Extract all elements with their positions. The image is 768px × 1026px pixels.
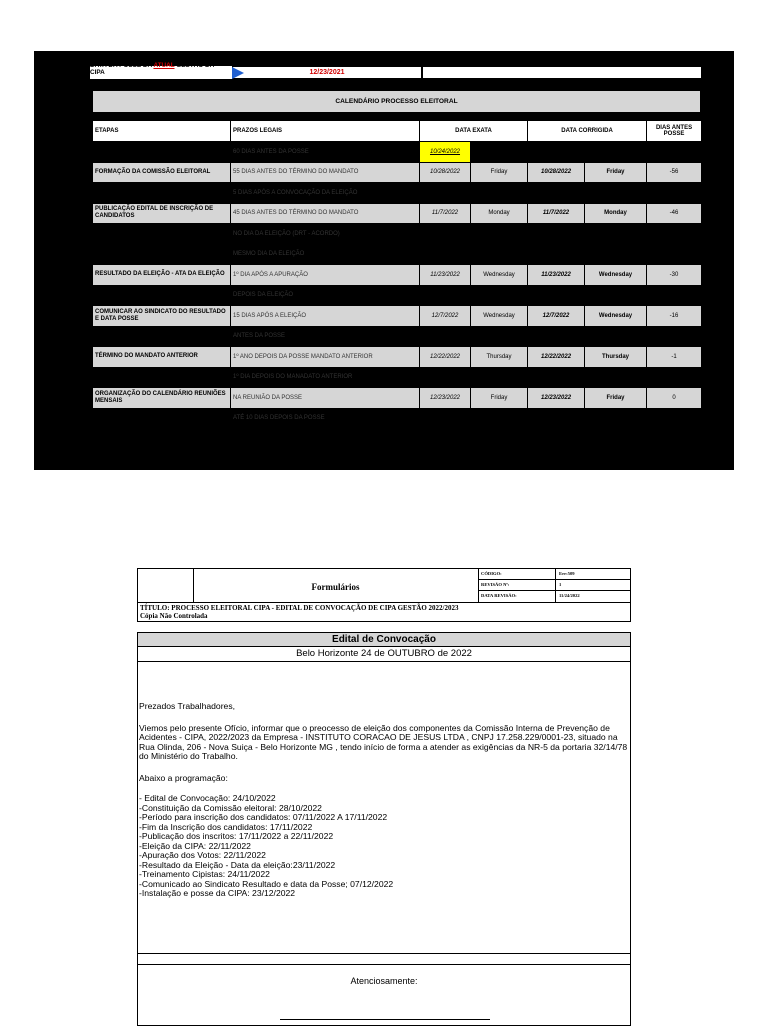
schedule-row: [93, 408, 702, 429]
prazo-cell[interactable]: DEPOIS DA ELEIÇÃO: [231, 285, 420, 306]
programacao-item: -Instalação e posse da CIPA: 23/12/2022: [139, 888, 296, 898]
dias-antes-cell[interactable]: 10: [647, 408, 702, 429]
posse-date-row: [90, 62, 702, 79]
data-corrigida-cell[interactable]: 11/23/2022: [528, 265, 585, 286]
data-exata-cell[interactable]: 10/28/2022: [420, 162, 471, 183]
programacao-list: [139, 794, 629, 899]
schedule-row: [93, 367, 702, 388]
signature-line: [280, 1019, 490, 1020]
etapa-cell[interactable]: TÉRMINO DO MANDATO ANTERIOR: [93, 347, 231, 368]
schedule-row: [93, 224, 702, 245]
etapa-cell[interactable]: REGISTRO DA CIPA NA DRT: [93, 408, 231, 429]
edital-title: Edital de Convocação: [138, 633, 630, 647]
dias-antes-cell[interactable]: 0: [647, 367, 702, 388]
programacao-item: -Resultado da Eleição - Data da eleição:23/11/2022: [139, 859, 336, 870]
titulo-box: [137, 603, 631, 622]
copy-status: Cópia Não Controlada: [140, 612, 208, 620]
dia-exata-cell[interactable]: Friday: [471, 388, 528, 409]
programacao-item: -Período para inscrição dos candidatos: 07/11/2022 A 17/11/2022: [139, 812, 388, 822]
data-corrigida-cell[interactable]: 12/23/2022: [528, 388, 585, 409]
data-corrigida-cell[interactable]: 10/28/2022: [528, 162, 585, 183]
data-corrigida-cell[interactable]: 12/7/2022: [528, 306, 585, 327]
schedule-header-row: [93, 121, 702, 142]
etapa-cell[interactable]: ENVIAR CÓPIA DO EDITAL DE CONVOCAÇÃO AO SINDICATO: [93, 183, 231, 204]
prazo-cell[interactable]: 1º DIA DEPOIS DO MANADATO ANTERIOR: [231, 367, 420, 388]
dia-exata-cell[interactable]: Monday: [471, 408, 528, 429]
data-exata-cell[interactable]: 12/7/2022: [420, 306, 471, 327]
dias-antes-cell[interactable]: -60: [647, 142, 702, 163]
body-paragraph: Viemos pelo presente Ofício, informar que o preocesso de eleição dos componentes da Comissão Interna de Prevenção de Acidentes - CIPA, 2022/2023 da Empresa - INSTITUTO CORACAO DE JESUS LTDA , CNPJ 17.258.229/0001-23, situado na Rua Olinda, 206 - Nova Suiça - Belo Horizonte MG , tendo início de forma a atender as exigências da NR-5 da portaria 32/14/78 do Ministério do Trabalho.: [139, 722, 628, 761]
header-data-exata: DATA EXATA: [420, 121, 528, 142]
prazo-cell[interactable]: 60 DIAS ANTES DA POSSE: [231, 142, 420, 163]
etapa-cell[interactable]: FORMAÇÃO DA COMISSÃO ELEITORAL: [93, 162, 231, 183]
schedule-row: [93, 326, 702, 347]
meta-value: 11/24/2022: [559, 593, 580, 598]
schedule-row: [93, 244, 702, 265]
posse-label: DATA DA POSSE DA ATUAL GESTÃO DA CIPA: [90, 62, 215, 76]
data-corrigida-cell[interactable]: 11/7/2022: [528, 203, 585, 224]
form-document: [137, 568, 631, 1026]
data-exata-cell[interactable]: 12/23/2022: [420, 388, 471, 409]
data-exata-cell[interactable]: 11/22/2022: [420, 244, 471, 265]
etapa-cell[interactable]: CURSO PARA CIPEIROS (DATA MÍNIMA): [93, 285, 231, 306]
form-header: [137, 568, 631, 603]
posse-empty-cell[interactable]: [422, 66, 702, 79]
schedule-row: [93, 306, 702, 327]
etapa-cell[interactable]: COMUNICAR AO SINDICATO DO RESULTADO E DATA POSSE: [93, 306, 231, 327]
data-corrigida-cell[interactable]: 11/22/2022: [528, 244, 585, 265]
dia-corrigida-cell[interactable]: Tuesday: [585, 244, 647, 265]
prazo-cell[interactable]: ANTES DA POSSE: [231, 326, 420, 347]
dia-corrigida-cell[interactable]: Monday: [585, 203, 647, 224]
schedule-row: [93, 183, 702, 204]
dias-antes-cell[interactable]: -31: [647, 224, 702, 245]
dia-exata-cell[interactable]: Tuesday: [471, 326, 528, 347]
etapa-cell[interactable]: CURSO PARA CIPEIROS (DATA MÁXIMA): [93, 326, 231, 347]
dia-exata-cell[interactable]: Wednesday: [471, 306, 528, 327]
dias-antes-cell[interactable]: -16: [647, 306, 702, 327]
data-corrigida-cell[interactable]: 10/24/2022: [528, 142, 585, 163]
posse-label-atual: ATUAL: [153, 62, 175, 69]
data-exata-cell[interactable]: 10/29/2022: [420, 183, 471, 204]
meta-key: DATA REVISÃO:: [479, 591, 556, 602]
prazo-cell[interactable]: 5 DIAS APÓS A CONVOCAÇÃO DA ELEIÇÃO: [231, 183, 420, 204]
programacao-item: -Fim da Inscrição dos candidatos: 17/11/2022: [139, 821, 313, 832]
programacao-item: -Treinamento Cipistas: 24/11/2022: [139, 869, 270, 879]
dia-exata-cell[interactable]: Friday: [471, 367, 528, 388]
data-exata-cell[interactable]: 11/24/2022: [420, 285, 471, 306]
data-exata-cell[interactable]: 11/7/2022: [420, 203, 471, 224]
dia-corrigida-cell[interactable]: Friday: [585, 367, 647, 388]
dia-exata-cell[interactable]: Thursday: [471, 285, 528, 306]
data-exata-cell[interactable]: 12/22/2022: [420, 347, 471, 368]
data-corrigida-cell[interactable]: 12/20/2022: [528, 326, 585, 347]
schedule-row: [93, 162, 702, 183]
data-corrigida-cell[interactable]: 12/22/2022: [528, 347, 585, 368]
etapa-cell[interactable]: RETIRADA DO EDITAL DE CONVOCAÇÃO: [93, 224, 231, 245]
schedule-row: [93, 388, 702, 409]
dias-antes-cell[interactable]: -29: [647, 285, 702, 306]
calendar-title: CALENDÁRIO PROCESSO ELEITORAL: [92, 90, 701, 113]
edital-spacer: [138, 954, 630, 965]
dia-corrigida-cell[interactable]: Wednesday: [585, 265, 647, 286]
prazo-cell[interactable]: 1º DIA APÓS A APURAÇÃO: [231, 265, 420, 286]
dias-antes-cell[interactable]: -46: [647, 203, 702, 224]
etapa-cell[interactable]: REALIZAÇÃO DA APURAÇÃO: [93, 244, 231, 265]
dia-corrigida-cell[interactable]: Friday: [585, 388, 647, 409]
dia-exata-cell[interactable]: Monday: [471, 203, 528, 224]
dia-exata-cell[interactable]: Wednesday: [471, 265, 528, 286]
dias-antes-cell[interactable]: -3: [647, 326, 702, 347]
etapa-cell[interactable]: RESULTADO DA ELEIÇÃO - ATA DA ELEIÇÃO: [93, 265, 231, 286]
logo-cell: [138, 569, 194, 602]
dia-corrigida-cell[interactable]: Thursday: [585, 347, 647, 368]
dia-corrigida-cell[interactable]: Tuesday: [585, 326, 647, 347]
etapa-cell[interactable]: ORGANIZAÇÃO DO CALENDÁRIO REUNIÕES MENSAIS: [93, 388, 231, 409]
dia-exata-cell[interactable]: Friday: [471, 162, 528, 183]
header-prazos: PRAZOS LEGAIS: [231, 121, 420, 142]
edital-body: [138, 662, 630, 954]
edital-box: [137, 632, 631, 1026]
dia-exata-cell[interactable]: Tuesday: [471, 224, 528, 245]
cell-pointer-arrow-icon: [232, 67, 244, 79]
etapa-cell[interactable]: REALIZAÇÃO DA POSSE - ATA DE POSSE NOVOS MEMBROS: [93, 367, 231, 388]
dias-antes-cell[interactable]: -31: [647, 244, 702, 265]
signature-area: [138, 965, 630, 1025]
dias-antes-cell[interactable]: -1: [647, 347, 702, 368]
dias-antes-cell[interactable]: -56: [647, 183, 702, 204]
schedule-table: [92, 120, 702, 429]
programacao-item: -Apuração dos Votos: 22/11/2022: [139, 850, 266, 860]
programacao-item: -Eleição da CIPA: 22/11/2022: [139, 840, 251, 851]
form-header-title: Formulários: [193, 569, 479, 602]
closing-text: Atenciosamente:: [350, 976, 418, 986]
dia-corrigida-cell[interactable]: Tuesday: [585, 224, 647, 245]
dia-corrigida-cell[interactable]: Friday: [585, 162, 647, 183]
data-exata-cell[interactable]: 12/20/2022: [420, 326, 471, 347]
data-corrigida-cell[interactable]: 10/28/2022: [528, 183, 585, 204]
etapa-cell[interactable]: PUBLICAÇÃO EDITAL DE INSCRIÇÃO DE CANDIDATOS: [93, 203, 231, 224]
header-dias-antes: DIAS ANTES POSSE: [647, 121, 702, 142]
greeting: Prezados Trabalhadores,: [139, 701, 236, 711]
prazo-cell[interactable]: ATÉ 10 DIAS DEPOIS DA POSSE: [231, 408, 420, 429]
dias-antes-cell[interactable]: -30: [647, 265, 702, 286]
data-exata-cell[interactable]: 11/23/2022: [420, 265, 471, 286]
meta-key: CÓDIGO:: [479, 569, 556, 579]
prazo-cell[interactable]: 55 DIAS ANTES DO TÉRMINO DO MANDATO: [231, 162, 420, 183]
schedule-row: [93, 203, 702, 224]
document-title: TÍTULO: PROCESSO ELEITORAL CIPA - EDITAL DE CONVOCAÇÃO DE CIPA GESTÃO 2022/2023: [140, 604, 459, 612]
prazo-cell[interactable]: MESMO DIA DA ELEIÇÃO: [231, 244, 420, 265]
prazo-cell[interactable]: NA REUNIÃO DA POSSE: [231, 388, 420, 409]
dia-corrigida-cell[interactable]: Monday: [585, 142, 647, 163]
dia-corrigida-cell[interactable]: Wednesday: [585, 306, 647, 327]
prazo-cell[interactable]: 45 DIAS ANTES DO TÉRMINO DO MANDATO: [231, 203, 420, 224]
data-corrigida-cell[interactable]: 12/23/2022: [528, 367, 585, 388]
meta-value: Err:509: [559, 571, 575, 576]
dia-exata-cell[interactable]: Thursday: [471, 347, 528, 368]
data-corrigida-cell[interactable]: 11/22/2022: [528, 224, 585, 245]
etapa-cell[interactable]: EDITAL DE CONVOCAÇÃO PARA ELEIÇÃO: [93, 142, 231, 163]
header-etapas: ETAPAS: [93, 121, 231, 142]
meta-value: 1: [559, 582, 562, 587]
dia-corrigida-cell[interactable]: Friday: [585, 183, 647, 204]
data-corrigida-cell[interactable]: 1/2/2023: [528, 408, 585, 429]
header-data-corrigida: DATA CORRIGIDA: [528, 121, 647, 142]
meta-row: [479, 591, 630, 602]
posse-date-cell[interactable]: 12/23/2021: [232, 66, 422, 79]
data-exata-cell[interactable]: 10/24/2022: [420, 142, 471, 163]
schedule-row: [93, 347, 702, 368]
dias-antes-cell[interactable]: 0: [647, 388, 702, 409]
programacao-item: -Publicação dos inscritos: 17/11/2022 a 22/11/2022: [139, 831, 334, 841]
dia-exata-cell[interactable]: Tuesday: [471, 244, 528, 265]
dia-exata-cell[interactable]: Saturday: [471, 183, 528, 204]
dias-antes-cell[interactable]: -56: [647, 162, 702, 183]
prazo-cell[interactable]: 15 DIAS APÓS A ELEIÇÃO: [231, 306, 420, 327]
meta-row: [479, 580, 630, 591]
prazo-cell[interactable]: NO DIA DA ELEIÇÃO (DRT - ACORDO): [231, 224, 420, 245]
dia-corrigida-cell[interactable]: Thursday: [585, 285, 647, 306]
data-exata-cell[interactable]: 12/23/2022: [420, 367, 471, 388]
programacao-intro: Abaixo a programação:: [139, 772, 228, 783]
data-corrigida-cell[interactable]: 11/24/2022: [528, 285, 585, 306]
programacao-item: -Comunicado ao Sindicato Resultado e data da Posse; 07/12/2022: [139, 878, 394, 889]
meta-key: REVISÃO Nº:: [479, 580, 556, 590]
dia-exata-cell[interactable]: Monday: [471, 142, 528, 163]
programacao-item: -Constituição da Comissão eleitoral: 28/10/2022: [139, 802, 322, 813]
data-exata-cell[interactable]: 11/22/2022: [420, 224, 471, 245]
schedule-row: [93, 265, 702, 286]
schedule-row: [93, 285, 702, 306]
programacao-item: - Edital de Convocação: 24/10/2022: [139, 793, 276, 803]
prazo-cell[interactable]: 1º ANO DEPOIS DA POSSE MANDATO ANTERIOR: [231, 347, 420, 368]
edital-place-date: Belo Horizonte 24 de OUTUBRO de 2022: [138, 647, 630, 662]
schedule-row: [93, 142, 702, 163]
schedule-body: [93, 142, 702, 429]
meta-row: [479, 569, 630, 580]
dia-corrigida-cell[interactable]: Monday: [585, 408, 647, 429]
form-meta: [479, 569, 630, 602]
data-exata-cell[interactable]: 1/2/2023: [420, 408, 471, 429]
